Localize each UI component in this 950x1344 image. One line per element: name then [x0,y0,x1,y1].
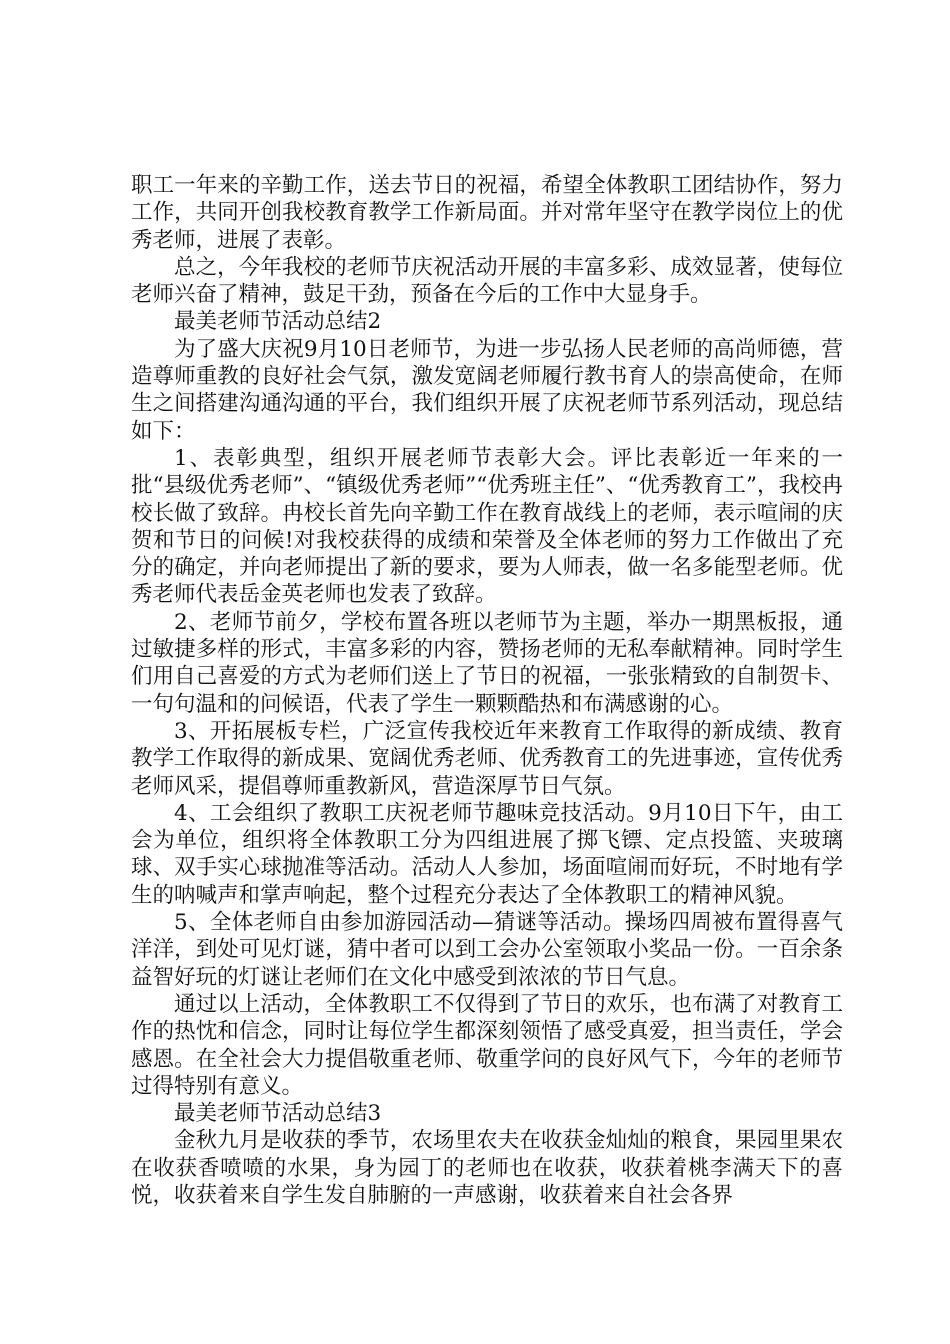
paragraph-section2-conclusion: 通过以上活动，全体教职工不仅得到了节日的欢乐，也布满了对教育工作的热忱和信念，同时让每位学生都深刻领悟了感受真爱，担当责任，学会感恩。在全社会大力提倡敬重老师、敬重学问的良好风气下，今年的老师节过得特别有意义。 [131,991,843,1099]
section-heading-2: 最美老师节活动总结2 [174,309,382,335]
paragraph-intro-continuation: 职工一年来的辛勤工作，送去节日的祝福，希望全体教职工团结协作，努力工作，共同开创我校教育教学工作新局面。并对常年坚守在教学岗位上的优秀老师，进展了表彰。 [131,173,843,253]
paragraph-item-5: 5、全体老师自由参加游园活动—猜谜等活动。操场四周被布置得喜气洋洋，到处可见灯谜，猜中者可以到工会办公室领取小奖品一份。一百余条益智好玩的灯谜让老师们在文化中感受到浓浓的节日气息。 [131,910,843,990]
section-heading-3: 最美老师节活动总结3 [174,1101,382,1127]
paragraph-section2-intro: 为了盛大庆祝9月10日老师节，为进一步弘扬人民老师的高尚师德，营造尊师重教的良好社会气氛，激发宽阔老师履行教书育人的崇高使命，在师生之间搭建沟通沟通的平台，我们组织开展了庆祝老师节系列活动，现总结如下： [131,336,843,444]
paragraph-item-4: 4、工会组织了教职工庆祝老师节趣味竞技活动。9月10日下午，由工会为单位，组织将全体教职工分为四组进展了掷飞镖、定点投篮、夹玻璃球、双手实心球抛准等活动。活动人人参加，场面喧闹而好玩，不时地有学生的呐喊声和掌声响起，整个过程充分表达了全体教职工的精神风貌。 [131,800,843,908]
paragraph-item-3: 3、开拓展板专栏，广泛宣传我校近年来教育工作取得的新成绩、教育教学工作取得的新成果、宽阔优秀老师、优秀教育工的先进事迹，宣传优秀老师风采，提倡尊师重教新风，营造深厚节日气氛。 [131,718,843,799]
document-body [131,172,843,1209]
paragraph-item-2: 2、老师节前夕，学校布置各班以老师节为主题，举办一期黑板报，通过敏捷多样的形式，丰富多彩的内容，赞扬老师的无私奉献精神。同时学生们用自己喜爱的方式为老师们送上了节日的祝福，一张张精致的自制贺卡、一句句温和的问候语，代表了学生一颗颗酷热和布满感谢的心。 [131,609,843,717]
paragraph-item-1: 1、表彰典型，组织开展老师节表彰大会。评比表彰近一年来的一批“县级优秀老师”、“镇级优秀老师”“优秀班主任”、“优秀教育工”，我校冉校长做了致辞。冉校长首先向辛勤工作在教育战线上的老师，表示喧闹的庆贺和节日的问候!对我校获得的成绩和荣誉及全体老师的努力工作做出了充分的确定，并向老师提出了新的要求，要为人师表，做一名多能型老师。优秀老师代表岳金英老师也发表了致辞。 [131,445,843,608]
paragraph-section3-intro: 金秋九月是收获的季节，农场里农夫在收获金灿灿的粮食，果园里果农在收获香喷喷的水果，身为园丁的老师也在收获，收获着桃李满天下的喜悦，收获着来自学生发自肺腑的一声感谢，收获着来自社会各界 [131,1128,843,1208]
paragraph-summary: 总之，今年我校的老师节庆祝活动开展的丰富多彩、成效显著，使每位老师兴奋了精神，鼓足干劲，预备在今后的工作中大显身手。 [131,254,843,308]
